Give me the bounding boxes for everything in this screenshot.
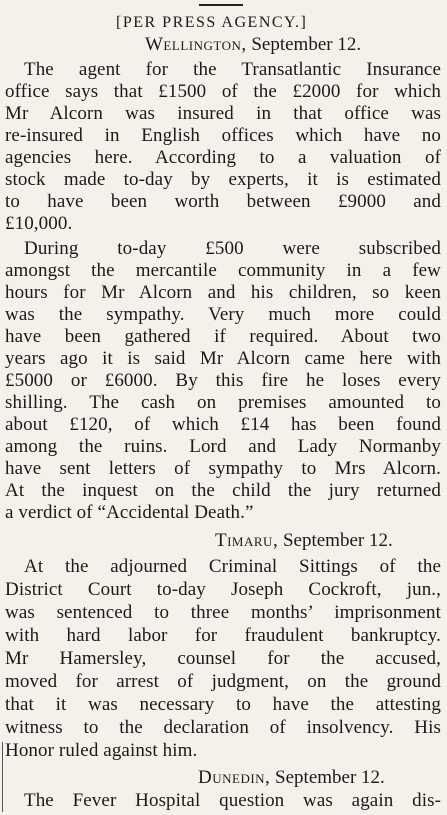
text-line: At the adjourned Criminal Sittings of the xyxy=(24,556,441,577)
text-line: stock made to-day by experts, it is estimated xyxy=(5,169,441,190)
text-line: witness to the declaration of insolvency. His xyxy=(5,717,441,738)
dateline-dunedin xyxy=(198,767,385,789)
text-line: At the inquest on the child the jury returned xyxy=(5,480,441,501)
text-line: a verdict of “Accidental Death.” xyxy=(5,502,254,523)
text-line: moved for arrest of judgment, on the ground xyxy=(5,671,441,692)
dateline-place: Dunedin, xyxy=(198,767,271,788)
text-line: shilling. The cash on premises amounted to xyxy=(5,392,441,413)
dateline-place: Timaru, xyxy=(215,530,279,551)
text-line: The Fever Hospital question was again dis- xyxy=(24,790,441,811)
text-line: about £120, of which £14 has been found xyxy=(5,414,441,435)
text-line: to have been worth between £9000 and xyxy=(5,191,441,212)
text-line: was the sympathy. Very much more could xyxy=(5,304,441,325)
dateline-wellington xyxy=(145,34,361,56)
text-line: years ago it is said Mr Alcorn came here with xyxy=(5,348,441,369)
text-line: hours for Mr Alcorn and his children, so keen xyxy=(5,282,441,303)
top-rule xyxy=(199,4,243,6)
text-line: agencies here. According to a valuation of xyxy=(5,147,441,168)
text-line: Honor ruled against him. xyxy=(5,740,198,761)
text-line: that it was necessary to have the attesting xyxy=(5,694,441,715)
dateline-date: September 12. xyxy=(278,530,393,551)
text-line: office says that £1500 of the £2000 for which xyxy=(5,81,441,102)
text-line: have been gathered if required. About two xyxy=(5,326,441,347)
text-line: During to-day £500 were subscribed xyxy=(24,238,441,259)
dateline-date: September 12. xyxy=(246,34,362,55)
dateline-timaru xyxy=(215,530,393,552)
text-line: was sentenced to three months’ imprisonment xyxy=(5,602,441,623)
text-line: The agent for the Transatlantic Insurance xyxy=(24,59,441,80)
text-line: re-insured in English offices which have no xyxy=(5,125,441,146)
text-line: among the ruins. Lord and Lady Normanby xyxy=(5,436,441,457)
agency-header: [PER PRESS AGENCY.] xyxy=(116,14,308,31)
text-line: Mr Alcorn was insured in that office was xyxy=(5,103,441,124)
text-line: Mr Hamersley, counsel for the accused, xyxy=(5,648,441,669)
text-line: with hard labor for fraudulent bankruptcy. xyxy=(5,625,441,646)
dateline-place: Wellington, xyxy=(145,34,247,55)
dateline-date: September 12. xyxy=(270,767,385,788)
text-line: £5000 or £6000. By this fire he loses every xyxy=(5,370,441,391)
text-line: have sent letters of sympathy to Mrs Alcorn. xyxy=(5,458,441,479)
column-rule xyxy=(2,742,3,812)
text-line: amongst the mercantile community in a few xyxy=(5,260,441,281)
text-line: £10,000. xyxy=(5,213,73,234)
text-line: District Court to-day Joseph Cockroft, jun., xyxy=(5,579,441,600)
